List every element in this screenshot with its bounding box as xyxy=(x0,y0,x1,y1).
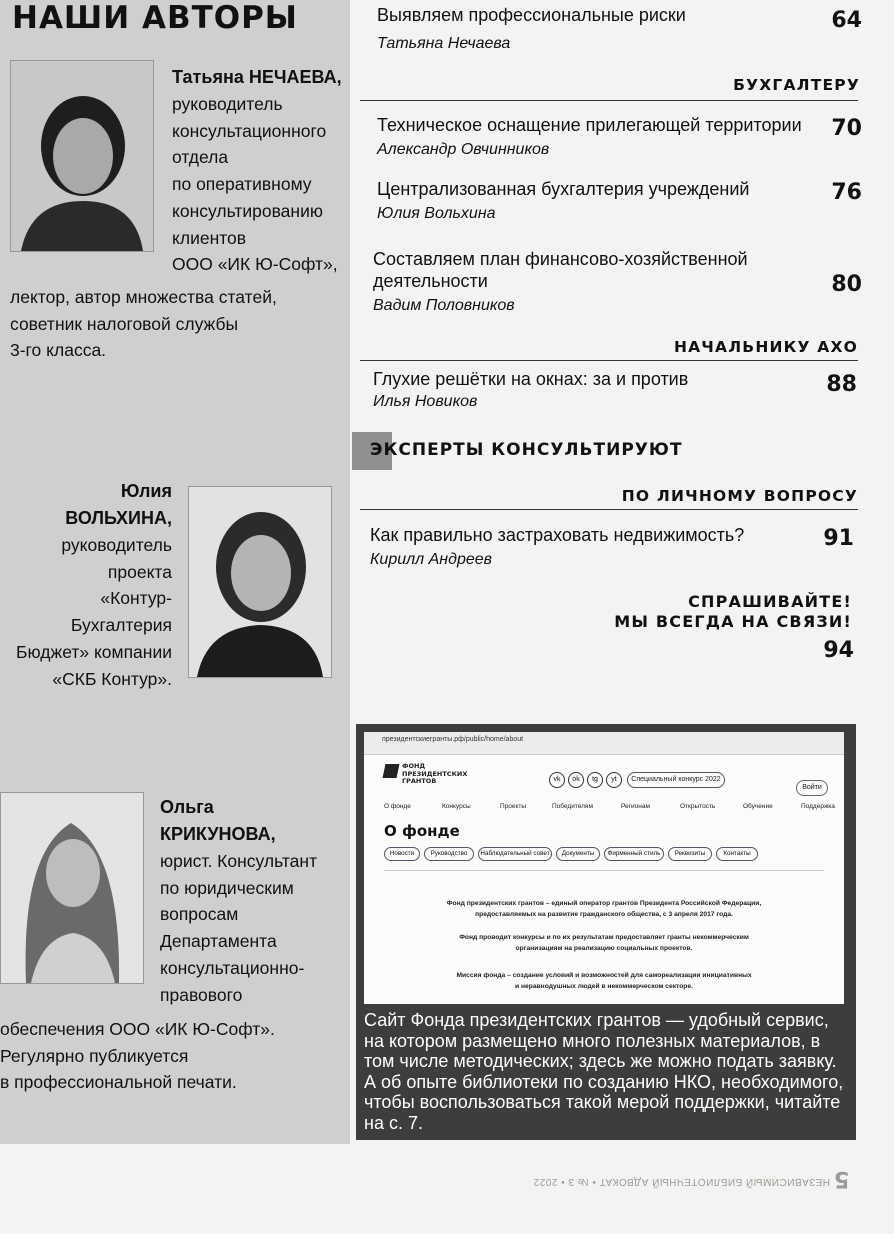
site-divider xyxy=(384,870,824,871)
site-tab-pill: Контакты xyxy=(716,847,758,861)
bio-line: Регулярно публикуется xyxy=(0,1045,189,1066)
author-photo-volkhina xyxy=(188,486,332,678)
screenshot-caption: Сайт Фонда президентских грантов — удобный сервис, на котором размещено много полезных материалов, в том числе методических; здесь же можно подать заявку. А об опыте библиотеки по созданию НКО, необходимого, чтобы воспользоваться такой мерой поддержки, читайте на с. 7. xyxy=(364,1010,844,1133)
login-button: Войти xyxy=(796,780,828,796)
bio-line: проекта xyxy=(107,561,172,582)
footer-running-text: НЕЗАВИСИМЫЙ БИБЛИОТЕЧНЫЙ АДВОКАТ • № 3 • 2022 xyxy=(533,1176,830,1187)
toc-item-page: 76 xyxy=(831,180,862,205)
bio-line: Бюджет» компании xyxy=(16,641,172,662)
toc-item-page: 94 xyxy=(823,638,854,663)
toc-item[interactable] xyxy=(370,524,810,570)
bio-line: «СКБ Контур». xyxy=(52,668,172,689)
section-rule xyxy=(360,100,858,101)
site-nav-item: Открытость xyxy=(680,803,716,810)
author-name: КРИКУНОВА, xyxy=(160,824,276,844)
portrait-icon xyxy=(11,61,153,251)
toc-item-author: Вадим Половников xyxy=(373,297,515,314)
toc-item-author: Илья Новиков xyxy=(373,393,478,410)
toc-item-title: Централизованная бухгалтерия учреждений xyxy=(377,179,750,199)
toc-item[interactable] xyxy=(377,114,817,160)
bio-line: Бухгалтерия xyxy=(70,615,172,636)
author-nechaeva-bio-wide xyxy=(10,284,350,364)
site-nav-item: Победителям xyxy=(552,803,593,810)
ask-heading-line2: МЫ ВСЕГДА НА СВЯЗИ! xyxy=(614,612,852,631)
author-nechaeva-bio xyxy=(172,64,350,278)
section-rule xyxy=(360,360,858,361)
bio-line: руководитель xyxy=(61,535,172,555)
site-paragraph-line: организациям на реализацию социальных проектов. xyxy=(515,945,693,952)
site-paragraph-line: Миссия фонда – создание условий и возможностей для самореализации инициативных xyxy=(456,972,752,979)
bio-line: консультированию xyxy=(172,200,323,221)
author-name: Татьяна НЕЧАЕВА, xyxy=(172,67,342,87)
toc-item-author: Александр Овчинников xyxy=(377,141,550,158)
authors-heading: НАШИ АВТОРЫ xyxy=(12,0,298,36)
site-paragraph xyxy=(404,932,804,954)
toc-item-title: деятельности xyxy=(373,271,488,291)
toc-item-page: 88 xyxy=(826,372,857,397)
logo-line: ПРЕЗИДЕНТСКИХ xyxy=(402,769,468,778)
site-tab-pill: Новости xyxy=(384,847,420,861)
toc-item-title: Составляем план финансово-хозяйственной xyxy=(373,249,748,269)
site-about-heading: О фонде xyxy=(384,822,460,840)
bio-line: правового xyxy=(160,984,243,1005)
bio-line: обеспечения ООО «ИК Ю-Софт». xyxy=(0,1019,275,1039)
site-paragraph-line: предоставляемых на развитие гражданского общества, с 3 апреля 2017 года. xyxy=(475,911,733,918)
site-paragraph xyxy=(404,970,804,992)
bio-line: советник налоговой службы xyxy=(10,313,239,334)
author-name: Юлия xyxy=(120,481,172,501)
ok-icon: ok xyxy=(568,772,584,788)
special-contest-link: Специальный конкурс 2022 xyxy=(627,772,725,788)
section-heading-personal: ПО ЛИЧНОМУ ВОПРОСУ xyxy=(621,487,858,505)
experts-banner-text: ЭКСПЕРТЫ КОНСУЛЬТИРУЮТ xyxy=(370,440,683,460)
website-screenshot-frame xyxy=(356,724,856,1140)
telegram-icon: tg xyxy=(587,772,603,788)
toc-item-author: Юлия Вольхина xyxy=(377,205,496,222)
author-name: Ольга xyxy=(160,797,214,817)
bio-line: отдела xyxy=(172,147,229,168)
toc-item[interactable] xyxy=(373,368,813,412)
bio-line: юрист. Консультант xyxy=(160,851,318,871)
portrait-icon xyxy=(189,487,331,677)
site-nav-item: Поддержка xyxy=(801,803,835,810)
bio-line: «Контур- xyxy=(100,588,172,609)
toc-item[interactable] xyxy=(377,178,817,224)
author-name: ВОЛЬХИНА, xyxy=(65,508,172,528)
author-photo-nechaeva xyxy=(10,60,154,252)
fund-logo-text xyxy=(402,763,467,786)
logo-line: ФОНД xyxy=(402,762,426,770)
bio-line: консультационно- xyxy=(160,957,305,978)
bio-line: клиентов xyxy=(172,227,247,248)
author-krikunova-bio xyxy=(160,794,350,1008)
toc-item-page: 80 xyxy=(831,272,862,297)
bio-line: лектор, автор множества статей, xyxy=(10,287,277,307)
section-heading-aho: НАЧАЛЬНИКУ АХО xyxy=(673,338,858,356)
author-photo-krikunova xyxy=(0,792,144,984)
section-rule xyxy=(360,509,858,510)
toc-item-title: Выявляем профессиональные риски xyxy=(377,5,686,25)
site-tab-pill: Руководство xyxy=(424,847,474,861)
site-nav-item: Конкурсы xyxy=(442,803,471,810)
site-nav-item: Регионам xyxy=(621,803,650,810)
site-tab-pill: Реквизиты xyxy=(668,847,712,861)
bio-line: вопросам xyxy=(160,904,239,925)
toc-item-author: Кирилл Андреев xyxy=(370,551,492,568)
bio-line: 3-го класса. xyxy=(10,340,107,361)
site-nav-item: Проекты xyxy=(500,803,527,810)
author-volkhina-bio xyxy=(0,478,172,692)
bio-line: по оперативному xyxy=(172,174,312,195)
site-paragraph xyxy=(404,898,804,920)
experts-banner xyxy=(352,432,858,470)
fund-logo-icon xyxy=(383,764,400,778)
bio-line: Департамента xyxy=(160,931,277,952)
website-screenshot xyxy=(364,732,844,1004)
toc-item-title: Глухие решётки на окнах: за и против xyxy=(373,369,689,389)
portrait-icon xyxy=(1,793,143,983)
toc-item-page: 64 xyxy=(831,8,862,33)
browser-address-bar xyxy=(364,732,844,755)
site-tab-pill: Наблюдательный совет xyxy=(478,847,552,861)
site-nav-item: Обучение xyxy=(743,803,773,810)
bio-line: по юридическим xyxy=(160,877,294,898)
toc-item[interactable] xyxy=(373,248,813,316)
site-paragraph-line: и неравнодушных людей в некоммерческом секторе. xyxy=(515,983,693,990)
section-heading-accountant: БУХГАЛТЕРУ xyxy=(733,76,860,94)
bio-line: ООО «ИК Ю-Софт», xyxy=(172,254,338,275)
toc-item-title: Как правильно застраховать недвижимость? xyxy=(370,525,745,545)
toc-item-author: Татьяна Нечаева xyxy=(377,35,511,52)
site-nav-item: О фонде xyxy=(384,803,411,810)
toc-item-title: Техническое оснащение прилегающей территории xyxy=(377,115,802,135)
site-tab-pill: Фирменный стиль xyxy=(604,847,664,861)
site-paragraph-line: Фонд проводит конкурсы и по их результатам предоставляет гранты некоммерческим xyxy=(459,934,749,941)
youtube-icon: yt xyxy=(606,772,622,788)
bio-line: консультационного xyxy=(172,120,327,141)
bio-line: руководитель xyxy=(172,94,283,114)
bio-line: в профессиональной печати. xyxy=(0,1072,237,1093)
toc-item-page: 70 xyxy=(831,116,862,141)
vk-icon: vk xyxy=(549,772,565,788)
site-paragraph-line: Фонд президентских грантов – единый оператор грантов Президента Российской Федерации, xyxy=(446,900,762,907)
page-number: 5 xyxy=(834,1166,850,1191)
ask-heading-line1: СПРАШИВАЙТЕ! xyxy=(688,592,852,611)
site-tab-pill: Документы xyxy=(556,847,600,861)
logo-line: ГРАНТОВ xyxy=(402,777,437,785)
browser-url: президентскиегранты.рф/public/home/about xyxy=(382,736,524,743)
author-krikunova-bio-wide xyxy=(0,1016,350,1096)
toc-item[interactable] xyxy=(377,4,857,54)
toc-item-page: 91 xyxy=(823,526,854,551)
